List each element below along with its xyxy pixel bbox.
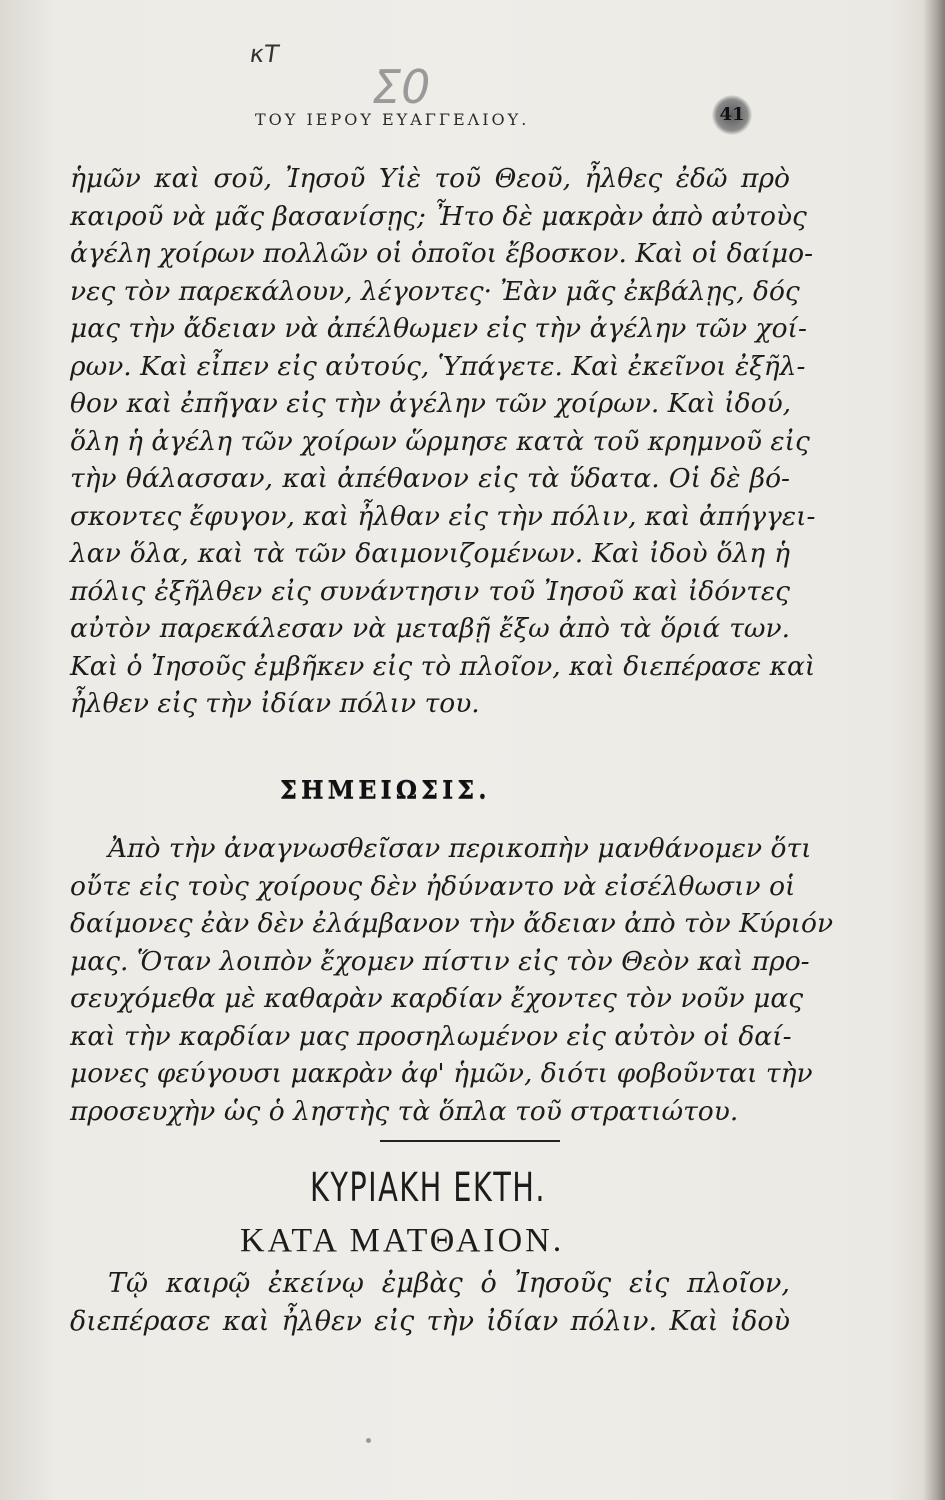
page-edge-shadow [923, 0, 945, 1500]
text-line: πόλις ἐξῆλθεν εἰς συνάντησιν τοῦ Ἰησοῦ καὶ ἰδόντες [70, 575, 790, 607]
text-line: μονες φεύγουσι μακρὰν ἀφ' ἡμῶν, διότι φοβοῦνται τὴν [70, 1058, 813, 1089]
text-line: σευχόμεθα μὲ καθαρὰν καρδίαν ἔχοντες τὸν νοῦν μας [70, 983, 804, 1014]
text-line: Τῷ καιρῷ ἐκείνῳ ἐμβὰς ὁ Ἰησοῦς εἰς πλοῖον, [108, 1268, 790, 1299]
text-line: καιροῦ νὰ μᾶς βασανίσῃς; Ἦτο δὲ μακρὰν ἀπὸ αὐτοὺς [70, 200, 807, 232]
section-title: ΚΥΡΙΑΚΗ ΕΚΤΗ. [310, 1165, 546, 1211]
notes-heading: ΣΗΜΕΙΩΣΙΣ. [280, 775, 491, 804]
text-line: ὅλη ἡ ἀγέλη τῶν χοίρων ὥρμησε κατὰ τοῦ κρημνοῦ εἰς [70, 425, 810, 457]
text-line: νες τὸν παρεκάλουν, λέγοντες· Ἐὰν μᾶς ἐκβάλῃς, δός [70, 275, 800, 307]
text-line: διεπέρασε καὶ ἦλθεν εἰς τὴν ἰδίαν πόλιν. Καὶ ἰδοὺ [70, 1305, 790, 1337]
gospel-text [70, 1265, 790, 1340]
text-line: ἡμῶν καὶ σοῦ, Ἰησοῦ Υἱὲ τοῦ Θεοῦ, ἦλθες ἐδῶ πρὸ [70, 163, 790, 194]
text-line: ἀγέλη χοίρων πολλῶν οἱ ὁποῖοι ἔβοσκον. Καὶ οἱ δαίμο- [70, 238, 814, 269]
text-line: προσευχὴν ὡς ὁ ληστὴς τὰ ὅπλα τοῦ στρατιώτου. [70, 1095, 739, 1127]
pencil-annotation-faint: Σ0 [372, 60, 431, 114]
ink-speck [366, 1438, 371, 1443]
text-line: σκοντες ἔφυγον, καὶ ἦλθαν εἰς τὴν πόλιν, καὶ ἀπήγγει- [70, 500, 816, 532]
running-head: ΤΟΥ ΙΕΡΟΥ ΕΥΑΓΓΕΛΙΟΥ. [255, 110, 530, 129]
text-line: Καὶ ὁ Ἰησοῦς ἐμβῆκεν εἰς τὸ πλοῖον, καὶ διεπέρασε καὶ [70, 650, 816, 682]
text-line: ἦλθεν εἰς τὴν ἰδίαν πόλιν του. [70, 688, 480, 719]
text-line: δαίμονες ἐὰν δὲν ἐλάμβανον τὴν ἄδειαν ἀπὸ τὸν Κύριόν [70, 908, 834, 939]
text-line: ρων. Καὶ εἶπεν εἰς αὐτούς, Ὑπάγετε. Καὶ ἐκεῖνοι ἐξῆλ- [70, 350, 806, 382]
text-line: μας τὴν ἄδειαν νὰ ἀπέλθωμεν εἰς τὴν ἀγέλην τῶν χοί- [70, 313, 807, 344]
text-line: λαν ὅλα, καὶ τὰ τῶν δαιμονιζομένων. Καὶ ἰδοὺ ὅλη ἡ [70, 538, 790, 569]
text-line: καὶ τὴν καρδίαν μας προσηλωμένον εἰς αὐτὸν οἱ δαί- [70, 1020, 792, 1052]
text-line: θον καὶ ἐπῆγαν εἰς τὴν ἀγέλην τῶν χοίρων. Καὶ ἰδού, [70, 388, 792, 419]
text-line: Ἀπὸ τὴν ἀναγνωσθεῖσαν περικοπὴν μανθάνομεν ὅτι [108, 833, 812, 864]
text-line: αὐτὸν παρεκάλεσαν νὰ μεταβῇ ἔξω ἀπὸ τὰ ὅριά των. [70, 613, 790, 644]
section-divider [380, 1140, 560, 1142]
text-line: μας. Ὅταν λοιπὸν ἔχομεν πίστιν εἰς τὸν Θεὸν καὶ προ- [70, 945, 810, 977]
section-subtitle: ΚΑΤΑ ΜΑΤΘΑΙΟΝ. [240, 1222, 565, 1259]
text-line: τὴν θάλασσαν, καὶ ἀπέθανον εἰς τὰ ὕδατα. Οἱ δὲ βό- [70, 463, 790, 494]
body-text [70, 160, 816, 723]
text-line: οὔτε εἰς τοὺς χοίρους δὲν ἠδύναντο νὰ εἰσέλθωσιν οἱ [70, 870, 796, 902]
page-number: 41 [712, 95, 752, 135]
pencil-annotation: κΤ [248, 40, 281, 68]
notes-text [70, 830, 834, 1130]
